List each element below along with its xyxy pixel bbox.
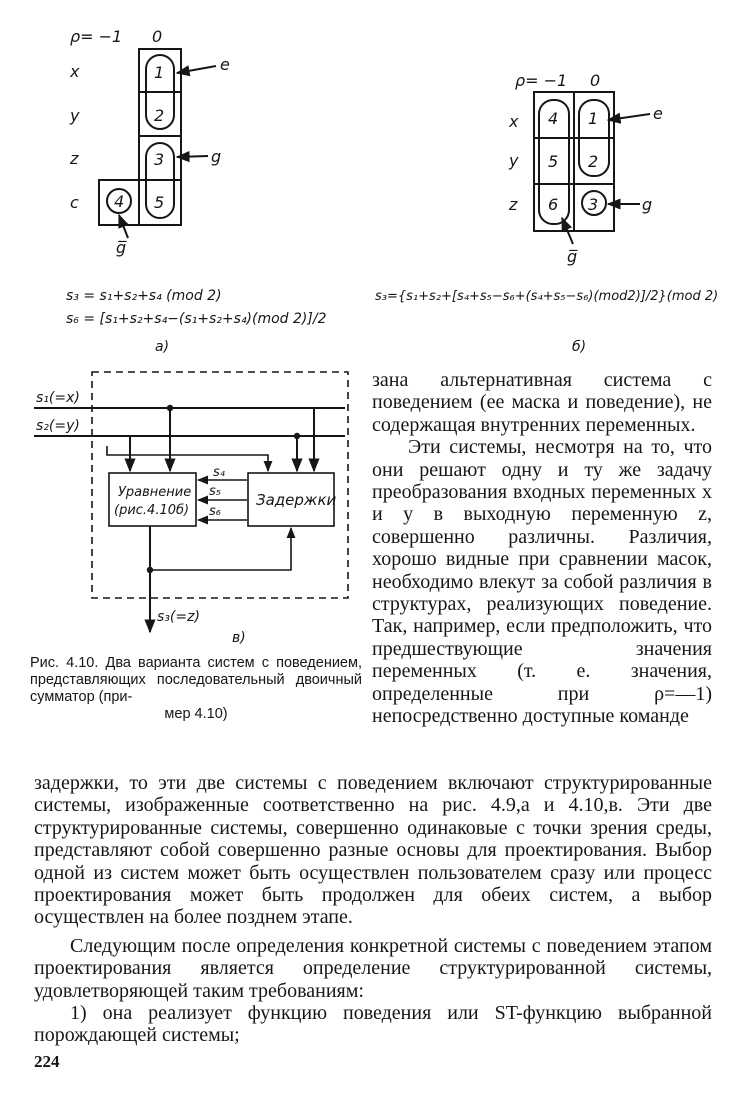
arrow-e-icon	[177, 66, 216, 73]
mask-b-cell: 4	[548, 109, 559, 128]
mask-a-cell: 2	[154, 106, 165, 125]
mask-a-row-label: c	[70, 193, 79, 212]
mask-a-cell: 1	[154, 63, 165, 82]
pointer-label: g	[211, 147, 222, 166]
mask-b-rho-label: ρ= −1	[515, 71, 568, 90]
arrow-gbar-icon	[119, 215, 128, 238]
equation-box-title: Уравнение	[118, 485, 192, 500]
caption-text-last: мер 4.10)	[164, 706, 228, 722]
subfigure-label: а)	[155, 339, 170, 355]
mask-a-cell: 3	[154, 150, 165, 169]
mask-b-row-label: z	[509, 195, 518, 214]
output-label: s₃(=z)	[157, 609, 200, 625]
pointer-label: e	[653, 104, 663, 123]
equation-box-ref: (рис.4.10б)	[114, 503, 190, 518]
mask-b-cell: 1	[588, 109, 599, 128]
pointer-label: g̅	[567, 247, 578, 266]
signal-label: s₅	[209, 484, 221, 499]
page-number: 224	[34, 1052, 60, 1071]
mask-b-rho-label: 0	[590, 71, 601, 90]
paragraph: задержки, то эти две системы с поведением включают структурированные системы, изображенные соответственно на рис. 4.9,а и 4.10,в. Эти две структурированные системы, совершенно одинаковые с точки зрения среды, представляют собой совершенно разные основы для проектирования. Выбор одной из систем может быть осуществлен пользователем сразу или процесс проектирования может быть продолжен для обеих систем, а выбор осуществлен на более позднем этапе.	[34, 772, 712, 929]
mask-a-row-label: x	[70, 62, 80, 81]
mask-b-cell: 3	[588, 195, 599, 214]
subfigure-label: б)	[572, 339, 587, 355]
mask-b-cell: 2	[588, 152, 599, 171]
paragraph: зана альтернативная система с поведением (ее маска и поведение), не содержащая внутренних переменных.	[372, 369, 712, 436]
caption-text: Рис. 4.10. Два варианта систем с поведением, представляющих последовательный двоичный сумматор (при-	[30, 655, 362, 705]
mask-a-row-label: y	[70, 106, 80, 125]
arrow-g-icon	[177, 156, 208, 157]
pointer-label: e	[220, 55, 230, 74]
mask-b-row-label: y	[509, 151, 519, 170]
signal-label: s₄	[213, 465, 225, 480]
mask-b-cell: 5	[548, 152, 559, 171]
formula: s₃ = s₁+s₂+s₄ (mod 2)	[66, 288, 222, 304]
mask-a-cell: 4	[114, 192, 125, 211]
mask-a-rho-label: ρ= −1	[70, 27, 123, 46]
pointer-label: g̅	[116, 238, 127, 257]
body-text	[34, 772, 712, 1047]
delay-box-title: Задержки	[256, 491, 337, 509]
right-column-text	[372, 369, 712, 728]
input-label-s2: s₂(=y)	[36, 418, 80, 434]
mask-a-row-label: z	[70, 149, 79, 168]
signal-label: s₆	[209, 504, 221, 519]
paragraph: Эти системы, несмотря на то, что они решают одну и ту же задачу преобразования входных переменных x и y в выходную переменную z, совершенно различны. Различия, хорошо видные при сравнении масок, необходимо влекут за собой различия в структурах, реализующих поведение. Так, например, если предположить, что предшествующие значения переменных (т. е. значения, определенные при ρ=—1) непосредственно доступные команде	[372, 436, 712, 728]
formula: s₆ = [s₁+s₂+s₄−(s₁+s₂+s₄)(mod 2)]/2	[66, 311, 327, 327]
mask-a-cell: 5	[154, 193, 165, 212]
formula: s₃={s₁+s₂+[s₄+s₅−s₆+(s₄+s₅−s₆)(mod2)]/2}(mod 2)	[375, 289, 719, 304]
input-label-s1: s₁(=x)	[36, 390, 80, 406]
subfigure-label: в)	[232, 630, 246, 646]
figure-caption	[30, 655, 362, 723]
mask-b-cell: 6	[548, 195, 559, 214]
paragraph: Следующим после определения конкретной системы с поведением этапом проектирования является определение структурированной системы, удовлетворяющей таким требованиям:	[34, 934, 712, 1002]
mask-b-row-label: x	[509, 112, 519, 131]
paragraph: 1) она реализует функцию поведения или ST-функцию выбранной порождающей системы;	[34, 1002, 712, 1047]
mask-a-rho-label: 0	[152, 27, 163, 46]
pointer-label: g	[642, 195, 653, 214]
